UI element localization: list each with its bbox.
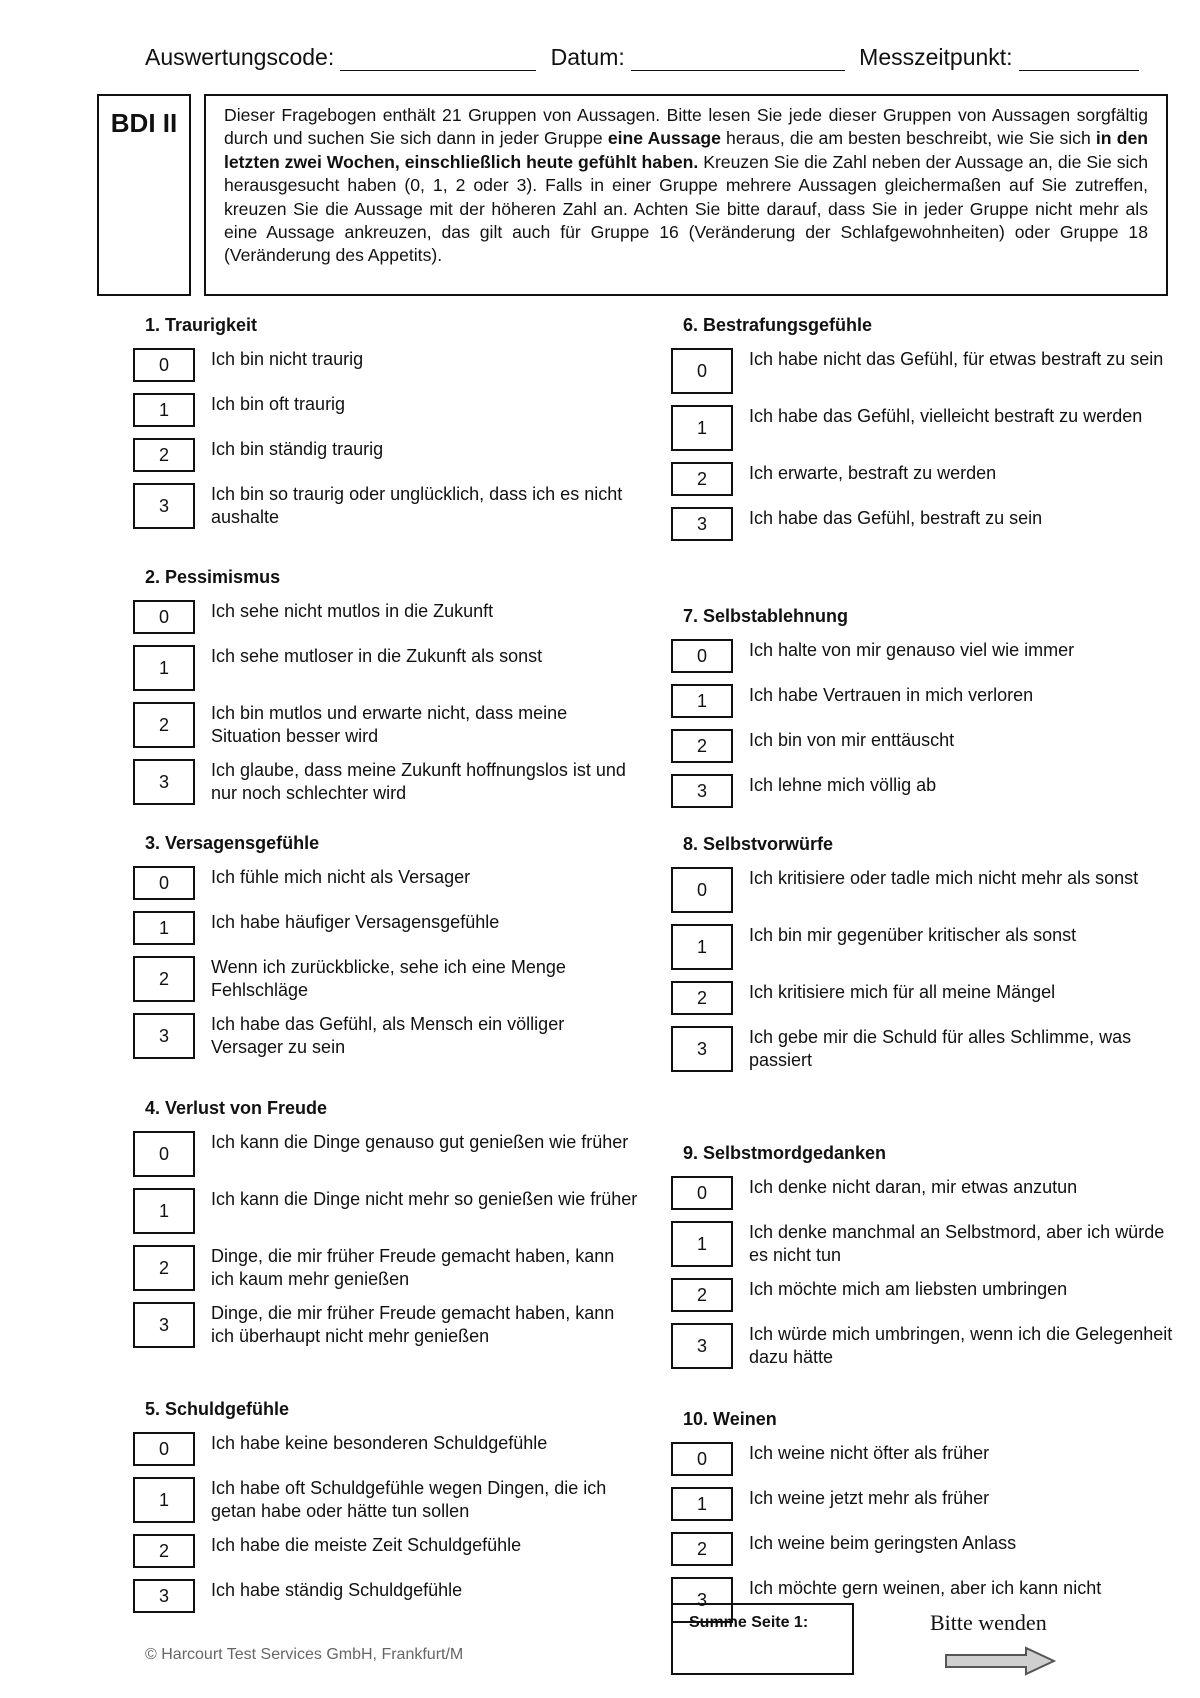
answer-option[interactable]: [133, 1534, 653, 1568]
answer-text: Ich gebe mir die Schuld für alles Schlimme, was passiert: [749, 1027, 1132, 1070]
score-checkbox[interactable]: 0: [133, 348, 195, 382]
question-group: [671, 1141, 1191, 1369]
score-checkbox[interactable]: 1: [133, 645, 195, 691]
answer-text: Ich fühle mich nicht als Versager: [211, 867, 471, 887]
score-checkbox[interactable]: 3: [133, 1013, 195, 1059]
score-checkbox[interactable]: 3: [133, 759, 195, 805]
answer-text: Ich habe oft Schuldgefühle wegen Dingen, die ich getan habe oder hätte tun sollen: [211, 1478, 607, 1521]
intro-text-2: heraus, die am besten beschreibt, wie Sie sich: [720, 128, 1096, 149]
answer-option[interactable]: [671, 405, 1191, 451]
answer-text: Ich habe nicht das Gefühl, für etwas bestraft zu sein: [749, 349, 1164, 369]
question-group: [133, 831, 653, 1059]
question-group: [671, 832, 1191, 1072]
answer-text: Ich habe ständig Schuldgefühle: [211, 1580, 463, 1600]
score-checkbox[interactable]: 2: [671, 1532, 733, 1566]
question-group: [133, 565, 653, 805]
group-title: 6. Bestrafungsgefühle: [683, 315, 873, 335]
arrow-right-icon: [944, 1646, 1056, 1676]
answer-option[interactable]: [671, 867, 1191, 913]
answer-text: Dinge, die mir früher Freude gemacht haben, kann ich kaum mehr genießen: [211, 1246, 615, 1289]
group-title: 1. Traurigkeit: [145, 315, 258, 335]
score-checkbox[interactable]: 3: [133, 1579, 195, 1613]
score-checkbox[interactable]: 1: [671, 924, 733, 970]
score-checkbox[interactable]: 1: [133, 911, 195, 945]
header-fields: [145, 44, 1147, 71]
answer-text: Ich bin ständig traurig: [211, 439, 384, 459]
score-checkbox[interactable]: 1: [671, 1221, 733, 1267]
intro-text-1: Dieser Fragebogen enthält 21 Gruppen von Aussagen. Bitte lesen Sie jede dieser Gruppen von Aussagen sorgfältig durch und suchen Sie sich dann in jeder Gruppe: [224, 105, 1148, 149]
score-checkbox[interactable]: 3: [133, 1302, 195, 1348]
answer-text: Ich bin oft traurig: [211, 394, 346, 414]
answer-option[interactable]: [671, 1442, 1191, 1476]
score-checkbox[interactable]: 1: [671, 1487, 733, 1521]
score-checkbox[interactable]: 0: [671, 348, 733, 394]
score-checkbox[interactable]: 3: [133, 483, 195, 529]
answer-option[interactable]: [133, 1432, 653, 1466]
group-title: 4. Verlust von Freude: [145, 1098, 328, 1118]
answer-text: Ich habe Vertrauen in mich verloren: [749, 685, 1034, 705]
answer-option[interactable]: [133, 1302, 653, 1348]
question-group: [133, 313, 653, 529]
answer-option[interactable]: [133, 1188, 653, 1234]
date-field[interactable]: [631, 48, 845, 71]
score-checkbox[interactable]: 3: [671, 507, 733, 541]
answer-text: Ich habe das Gefühl, bestraft zu sein: [749, 508, 1043, 528]
question-group: [133, 1096, 653, 1348]
score-checkbox[interactable]: 2: [671, 981, 733, 1015]
answer-text: Ich sehe mutloser in die Zukunft als sonst: [211, 646, 543, 666]
score-checkbox[interactable]: 2: [671, 729, 733, 763]
answer-option[interactable]: [671, 1176, 1191, 1210]
score-checkbox[interactable]: 0: [671, 1176, 733, 1210]
intro-text-3: Kreuzen Sie die Zahl neben der Aussage an, die Sie sich herausgesucht haben (0, 1, 2 oder 3). Falls in einer Gruppe mehrere Aussagen gleichermaßen auf Sie zutreffen, kreuzen Sie die Aussage mit der höheren Zahl an. Achten Sie bitte darauf, dass Sie in jeder Gruppe nicht mehr als eine Aussage ankreuzen, das gilt auch für Gruppe 16 (Veränderung der Schlafgewohnheiten) oder Gruppe 18 (Veränderung des Appetits).: [224, 151, 1149, 266]
answer-option[interactable]: [671, 1487, 1191, 1521]
score-checkbox[interactable]: 3: [671, 774, 733, 808]
score-checkbox[interactable]: 3: [671, 1323, 733, 1369]
answer-option[interactable]: [133, 438, 653, 472]
answer-option[interactable]: [671, 684, 1191, 718]
answer-text: Ich habe häufiger Versagensgefühle: [211, 912, 500, 932]
score-checkbox[interactable]: 1: [133, 1188, 195, 1234]
answer-text: Ich weine nicht öfter als früher: [749, 1443, 990, 1463]
answer-text: Dinge, die mir früher Freude gemacht haben, kann ich überhaupt nicht mehr genießen: [211, 1303, 615, 1346]
page-sum-box[interactable]: [671, 1603, 854, 1675]
score-checkbox[interactable]: 3: [671, 1577, 733, 1623]
code-field[interactable]: [340, 48, 536, 71]
answer-option[interactable]: [133, 759, 653, 805]
score-checkbox[interactable]: 2: [133, 438, 195, 472]
score-checkbox[interactable]: 1: [671, 405, 733, 451]
group-title: 3. Versagensgefühle: [145, 833, 320, 853]
score-checkbox[interactable]: 0: [671, 1442, 733, 1476]
answer-option[interactable]: [133, 348, 653, 382]
answer-text: Ich möchte gern weinen, aber ich kann nicht: [749, 1578, 1102, 1598]
intro-bold-2: in den letzten zwei Wochen, einschließlich heute gefühlt haben.: [224, 128, 1148, 172]
score-checkbox[interactable]: 0: [133, 1131, 195, 1177]
copyright: © Harcourt Test Services GmbH, Frankfurt/M: [145, 1646, 464, 1663]
answer-text: Ich kritisiere mich für all meine Mängel: [749, 982, 1056, 1002]
score-checkbox[interactable]: 1: [671, 684, 733, 718]
group-title: 5. Schuldgefühle: [145, 1399, 290, 1419]
score-checkbox[interactable]: 0: [671, 867, 733, 913]
code-label: Auswertungscode:: [145, 44, 335, 70]
answer-option[interactable]: [671, 924, 1191, 970]
answer-text: Ich habe das Gefühl, als Mensch ein völliger Versager zu sein: [211, 1014, 565, 1057]
answer-text: Ich denke manchmal an Selbstmord, aber ich würde es nicht tun: [749, 1222, 1165, 1265]
date-label: Datum:: [550, 44, 625, 70]
group-title: 8. Selbstvorwürfe: [683, 834, 834, 854]
answer-text: Ich bin mutlos und erwarte nicht, dass meine Situation besser wird: [211, 703, 568, 746]
group-title: 2. Pessimismus: [145, 567, 281, 587]
answer-text: Ich würde mich umbringen, wenn ich die Gelegenheit dazu hätte: [749, 1324, 1173, 1367]
score-checkbox[interactable]: 0: [671, 639, 733, 673]
answer-option[interactable]: [671, 774, 1191, 808]
answer-option[interactable]: [671, 462, 1191, 496]
answer-option[interactable]: [671, 639, 1191, 673]
answer-option[interactable]: [133, 600, 653, 634]
score-checkbox[interactable]: 2: [133, 1245, 195, 1291]
answer-text: Ich möchte mich am liebsten umbringen: [749, 1279, 1068, 1299]
score-checkbox[interactable]: 1: [133, 1477, 195, 1523]
answer-text: Ich kann die Dinge genauso gut genießen wie früher: [211, 1132, 629, 1152]
answer-option[interactable]: [671, 507, 1191, 541]
answer-option[interactable]: [133, 393, 653, 427]
answer-text: Ich bin so traurig oder unglücklich, dass ich es nicht aushalte: [211, 484, 623, 527]
answer-option[interactable]: [671, 729, 1191, 763]
score-checkbox[interactable]: 0: [133, 1432, 195, 1466]
answer-text: Ich lehne mich völlig ab: [749, 775, 937, 795]
answer-option[interactable]: [133, 702, 653, 748]
answer-text: Ich glaube, dass meine Zukunft hoffnungslos ist und nur noch schlechter wird: [211, 760, 626, 803]
answer-text: Ich erwarte, bestraft zu werden: [749, 463, 997, 483]
answer-option[interactable]: [671, 1221, 1191, 1267]
page-sum-label: Summe Seite 1:: [689, 1614, 809, 1631]
score-checkbox[interactable]: 2: [133, 956, 195, 1002]
question-group: [133, 1397, 653, 1613]
answer-option[interactable]: [671, 1323, 1191, 1369]
answer-text: Ich bin mir gegenüber kritischer als sonst: [749, 925, 1077, 945]
question-group: [671, 1407, 1191, 1623]
answer-text: Ich weine jetzt mehr als früher: [749, 1488, 990, 1508]
answer-text: Ich kann die Dinge nicht mehr so genießen wie früher: [211, 1189, 638, 1209]
answer-option[interactable]: [133, 645, 653, 691]
answer-option[interactable]: [133, 483, 653, 529]
answer-text: Ich weine beim geringsten Anlass: [749, 1533, 1017, 1553]
answer-text: Ich bin von mir enttäuscht: [749, 730, 955, 750]
score-checkbox[interactable]: 2: [133, 702, 195, 748]
time-label: Messzeitpunkt:: [859, 44, 1013, 70]
score-checkbox[interactable]: 1: [133, 393, 195, 427]
score-checkbox[interactable]: 2: [671, 462, 733, 496]
answer-text: Ich kritisiere oder tadle mich nicht mehr als sonst: [749, 868, 1139, 888]
answer-option[interactable]: [133, 866, 653, 900]
group-title: 7. Selbstablehnung: [683, 606, 849, 626]
score-checkbox[interactable]: 2: [671, 1278, 733, 1312]
time-field[interactable]: [1019, 48, 1139, 71]
score-checkbox[interactable]: 0: [133, 866, 195, 900]
score-checkbox[interactable]: 0: [133, 600, 195, 634]
intro-bold-1: eine Aussage: [607, 128, 721, 149]
answer-text: Ich habe das Gefühl, vielleicht bestraft zu werden: [749, 406, 1143, 426]
answer-option[interactable]: [671, 348, 1191, 394]
answer-text: Ich halte von mir genauso viel wie immer: [749, 640, 1075, 660]
answer-text: Wenn ich zurückblicke, sehe ich eine Menge Fehlschläge: [211, 957, 566, 1000]
score-checkbox[interactable]: 3: [671, 1026, 733, 1072]
group-title: 9. Selbstmordgedanken: [683, 1143, 887, 1163]
question-group: [671, 313, 1191, 541]
instructions: [204, 94, 1168, 296]
answer-option[interactable]: [133, 956, 653, 1002]
answer-option[interactable]: [671, 1532, 1191, 1566]
answer-option[interactable]: [133, 1477, 653, 1523]
answer-option[interactable]: [671, 981, 1191, 1015]
answer-option[interactable]: [133, 1245, 653, 1291]
answer-text: Ich sehe nicht mutlos in die Zukunft: [211, 601, 494, 621]
answer-text: Ich habe die meiste Zeit Schuldgefühle: [211, 1535, 522, 1555]
answer-option[interactable]: [133, 1579, 653, 1613]
answer-option[interactable]: [133, 1131, 653, 1177]
answer-text: Ich denke nicht daran, mir etwas anzutun: [749, 1177, 1078, 1197]
answer-option[interactable]: [671, 1026, 1191, 1072]
answer-option[interactable]: [671, 1278, 1191, 1312]
answer-option[interactable]: [133, 1013, 653, 1059]
please-turn-label: Bitte wenden: [930, 1610, 1047, 1635]
answer-text: Ich habe keine besonderen Schuldgefühle: [211, 1433, 548, 1453]
question-group: [671, 604, 1191, 808]
group-title: 10. Weinen: [683, 1409, 777, 1429]
answer-option[interactable]: [133, 911, 653, 945]
form-name: BDI II: [97, 94, 191, 296]
answer-text: Ich bin nicht traurig: [211, 349, 364, 369]
score-checkbox[interactable]: 2: [133, 1534, 195, 1568]
